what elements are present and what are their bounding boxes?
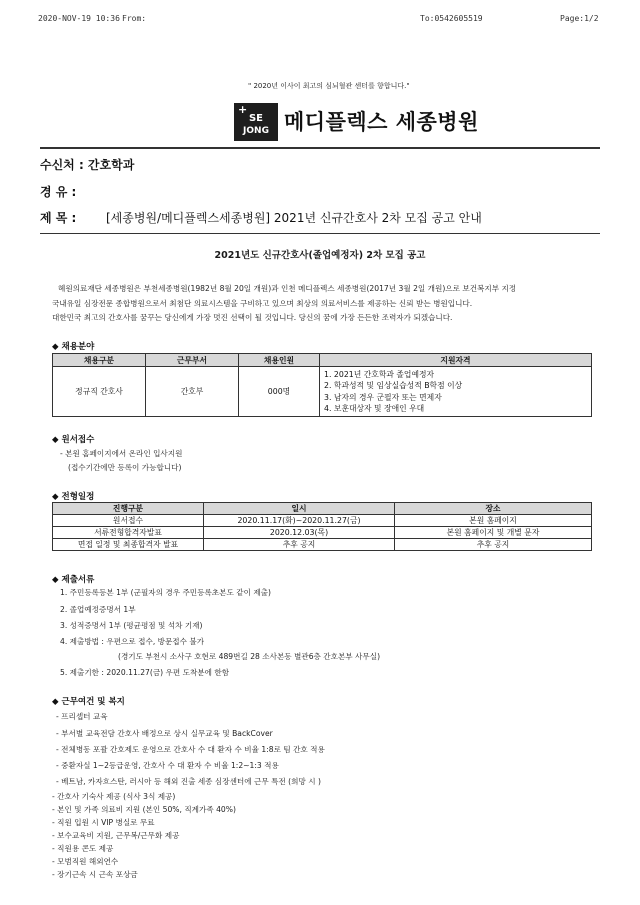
document-item: 5. 제출기한 : 2020.11.27(금) 우편 도착분에 한함 <box>60 668 230 677</box>
benefit-item: - 직원 입원 시 VIP 병실로 무료 <box>52 818 155 827</box>
recruit-count: 000명 <box>239 367 320 417</box>
document-item: 4. 제출방법 : 우편으로 접수, 방문접수 불가 <box>60 637 205 646</box>
table-header: 채용구분 <box>53 354 146 367</box>
fax-to: To:0542605519 <box>420 14 483 23</box>
table-row <box>53 515 592 527</box>
plus-icon: + <box>238 103 248 116</box>
table-header: 장소 <box>395 503 592 515</box>
schedule-heading: ◆ 전형일정 <box>52 492 95 502</box>
schedule-place: 추후 공지 <box>395 539 592 551</box>
hospital-slogan: " 2020년 이사이 최고의 심뇌혈관 센터를 향합니다." <box>248 82 410 90</box>
schedule-stage: 면접 일정 및 최종합격자 발표 <box>53 539 204 551</box>
schedule-stage: 서류전형합격자발표 <box>53 527 204 539</box>
benefit-item: - 간호사 기숙사 제공 (식사 3식 제공) <box>52 792 176 801</box>
schedule-table <box>52 502 592 551</box>
table-row <box>53 527 592 539</box>
document-item: 3. 성적증명서 1부 (평균평점 및 석차 기재) <box>60 621 203 630</box>
benefit-item: - 전체병동 포괄 간호제도 운영으로 간호사 수 대 환자 수 비율 1:8로 팀 간호 적용 <box>56 745 325 754</box>
benefit-item: - 부서별 교육전담 간호사 배정으로 상시 실무교육 및 BackCover <box>56 729 273 738</box>
table-header: 일시 <box>204 503 395 515</box>
table-header: 근무부서 <box>146 354 239 367</box>
table-header: 지원자격 <box>320 354 592 367</box>
benefit-item: - 베트남, 카자흐스탄, 러시아 등 해외 진출 세종 심장센터에 근무 특전 (희망 시 ) <box>56 777 321 786</box>
qualification-item: 2. 학과성적 및 임상실습성적 B학점 이상 <box>324 381 463 390</box>
application-line: - 본원 홈페이지에서 온라인 입사지원 <box>60 449 183 458</box>
hospital-logo <box>234 103 278 141</box>
document-address: (경기도 부천시 소사구 호현로 489번길 28 소사본동 별관6층 간호본부 사무실) <box>118 652 381 661</box>
schedule-date: 2020.12.03(목) <box>204 527 395 539</box>
qualification-item: 3. 남자의 경우 군필자 또는 면제자 <box>324 392 442 402</box>
documents-heading: ◆ 제출서류 <box>52 575 95 585</box>
logo-se-text: SE <box>248 113 264 124</box>
schedule-date: 2020.11.17(화)~2020.11.27(금) <box>204 515 395 527</box>
notice-title: 2021년도 신규간호사(졸업예정자) 2차 모집 공고 <box>214 250 426 261</box>
recruitment-table <box>52 353 592 417</box>
schedule-stage: 원서접수 <box>53 515 204 527</box>
fax-page: Page:1/2 <box>560 14 599 23</box>
document-item: 1. 주민등록등본 1부 (군필자의 경우 주민등록초본도 같이 제출) <box>60 588 271 597</box>
benefit-item: - 장기근속 시 근속 포상금 <box>52 870 138 879</box>
schedule-place: 본원 홈페이지 및 개별 문자 <box>395 527 592 539</box>
table-header: 채용인원 <box>239 354 320 367</box>
table-header: 진행구분 <box>53 503 204 515</box>
intro-line: 혜원의료재단 세종병원은 부천세종병원(1982년 8월 20일 개원)과 인천 메디플렉스 세종병원(2017년 3월 2일 개원)으로 보건복지부 지정 <box>58 284 517 293</box>
via-line: 경 유 : <box>40 185 77 199</box>
document-item: 2. 졸업예정증명서 1부 <box>60 605 136 614</box>
fax-from-label: From: <box>122 14 147 23</box>
fax-datetime: 2020-NOV-19 10:36 <box>38 14 120 23</box>
qualification-item: 1. 2021년 간호학과 졸업예정자 <box>324 369 435 379</box>
recipient-line: 수신처 : 간호학과 <box>40 158 135 172</box>
benefit-item: - 모범직원 해외연수 <box>52 857 119 866</box>
schedule-date: 추후 공지 <box>204 539 395 551</box>
hospital-name: 메디플렉스 세종병원 <box>284 110 479 134</box>
subject-text: [세종병원/메디플렉스세종병원] 2021년 신규간호사 2차 모집 공고 안내 <box>106 211 482 225</box>
logo-jong-text: JONG <box>243 126 269 136</box>
benefit-item: - 보수교육비 지원, 근무복/근무화 제공 <box>52 831 180 840</box>
benefit-item: - 중환자실 1~2등급운영, 간호사 수 대 환자 수 비율 1:2~1:3 적용 <box>56 761 279 770</box>
recruitment-heading: ◆ 채용분야 <box>52 342 95 352</box>
intro-line: 국내유일 심장전문 종합병원으로서 최첨단 의료시스템을 구비하고 있으며 최상의 의료서비스를 제공하는 신뢰 받는 병원입니다. <box>52 299 473 308</box>
recruit-type: 정규직 간호사 <box>53 367 146 417</box>
application-heading: ◆ 원서접수 <box>52 435 95 445</box>
intro-line: 대한민국 최고의 간호사를 꿈꾸는 당신에게 가장 멋진 선택이 될 것입니다. 당신의 꿈에 가장 든든한 조력자가 되겠습니다. <box>52 313 453 322</box>
divider <box>40 233 600 234</box>
schedule-place: 본원 홈페이지 <box>395 515 592 527</box>
benefits-heading: ◆ 근무여건 및 복지 <box>52 697 125 707</box>
qualifications-cell <box>320 367 592 417</box>
divider <box>40 147 600 149</box>
benefit-item: - 본인 및 가족 의료비 지원 (본인 50%, 직계가족 40%) <box>52 805 236 814</box>
qualification-item: 4. 보훈대상자 및 장애인 우대 <box>324 404 425 413</box>
table-row <box>53 539 592 551</box>
recruit-dept: 간호부 <box>146 367 239 417</box>
subject-label: 제 목 : <box>40 211 77 225</box>
benefit-item: - 프리셉터 교육 <box>56 712 108 721</box>
application-note: (접수기간에만 등록이 가능합니다) <box>68 463 182 472</box>
benefit-item: - 직원용 콘도 제공 <box>52 844 114 853</box>
